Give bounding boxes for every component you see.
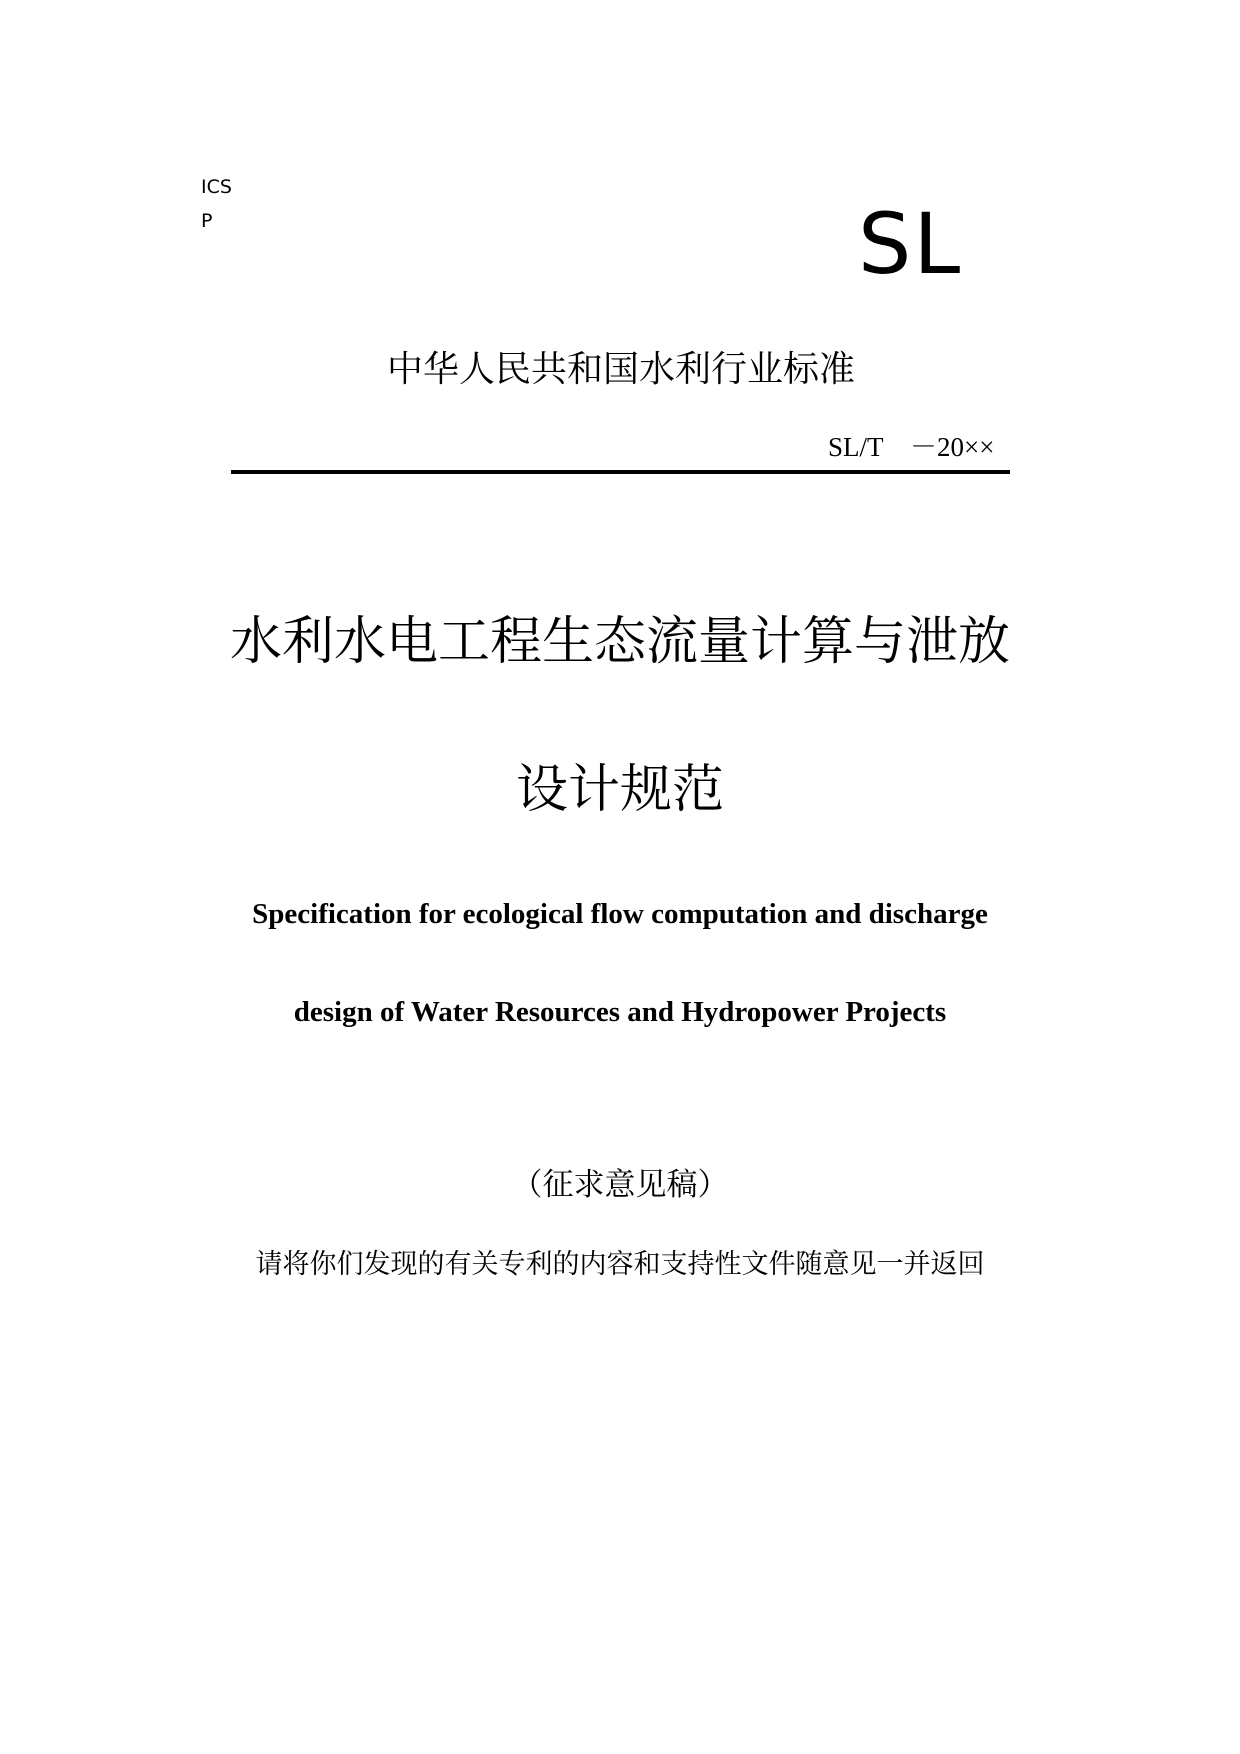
chinese-title-line-2: 设计规范 — [515, 760, 724, 820]
patent-notice: 请将你们发现的有关专利的内容和支持性文件随意见一并返回 — [255, 1249, 985, 1280]
classification-code: P — [201, 210, 213, 232]
standard-category — [0, 346, 1240, 394]
chinese-title-line-1: 水利水电工程生态流量计算与泄放 — [229, 612, 1010, 672]
header-rule — [231, 470, 1010, 474]
draft-status: （征求意见稿） — [511, 1167, 729, 1203]
ics-label: ICS — [201, 176, 232, 198]
english-title-line-1: Specification for ecological flow computation and discharge — [252, 898, 988, 930]
english-title-line-2: design of Water Resources and Hydropower Projects — [293, 996, 947, 1028]
standard-number: SL/T －20×× — [828, 432, 995, 462]
sl-standard-mark: SL — [858, 195, 963, 293]
standard-category-text: 中华人民共和国水利行业标准 — [386, 349, 855, 390]
